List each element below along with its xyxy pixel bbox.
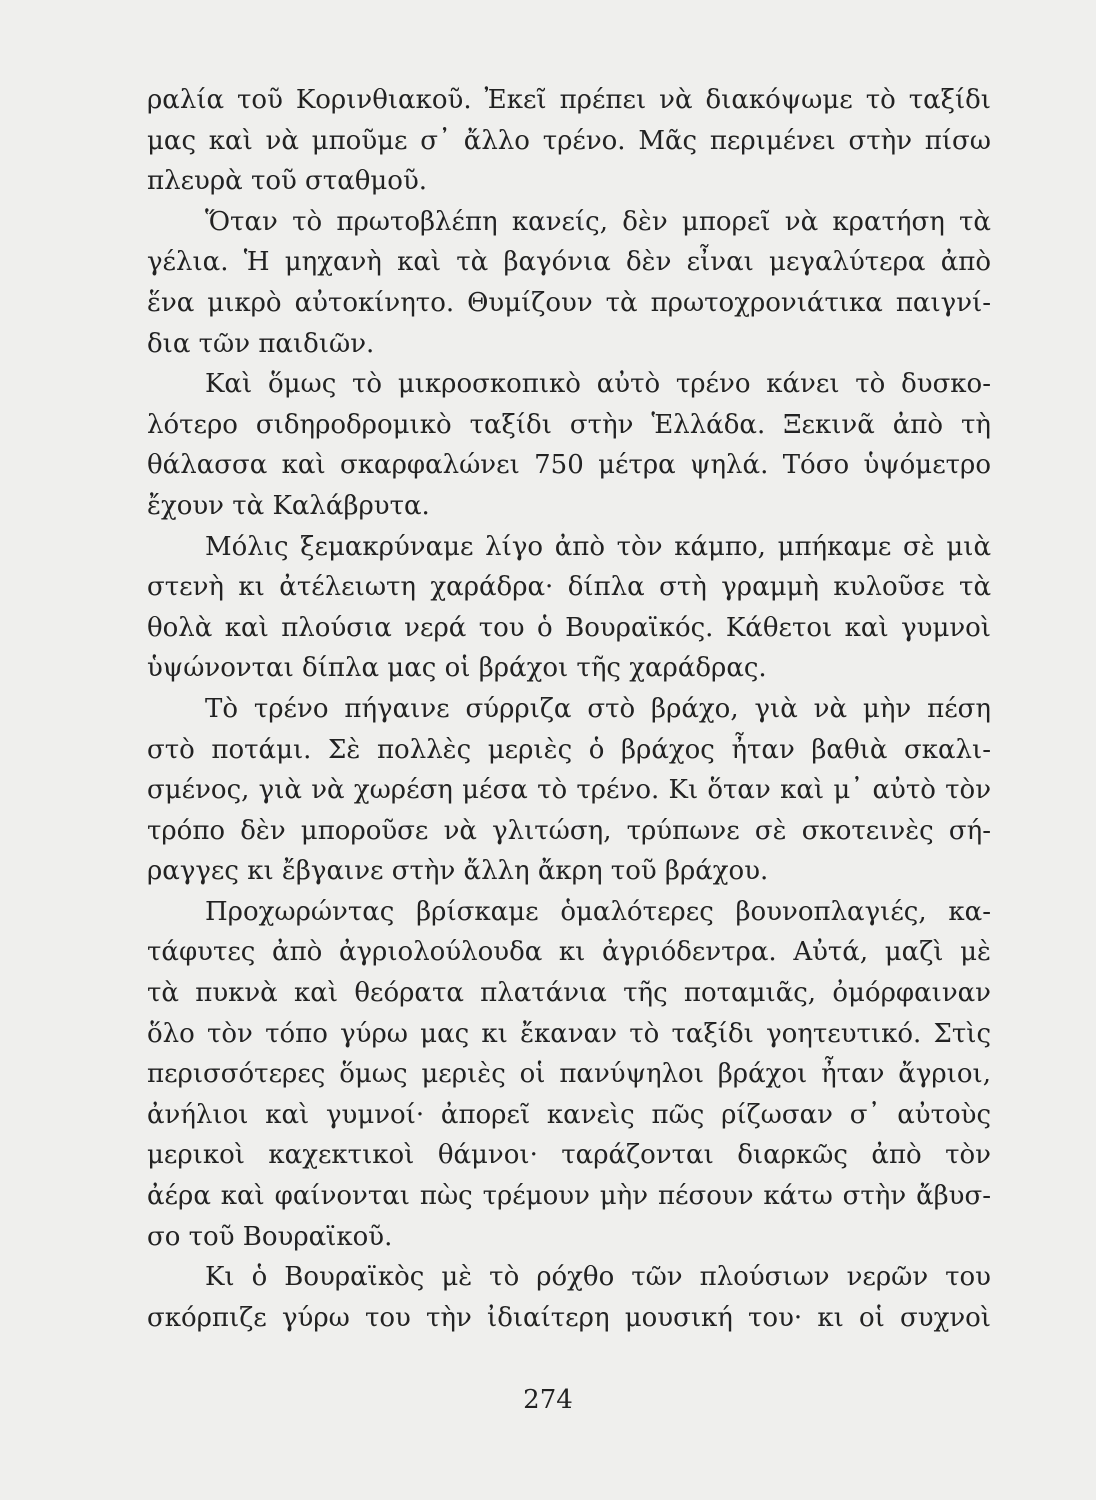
- page-number: 274: [523, 1385, 573, 1415]
- text-line: θάλασσα καὶ σκαρφαλώνει 750 μέτρα ψηλά. Τόσο ὑψόμετρο: [147, 450, 991, 481]
- text-line: γέλια. Ἡ μηχανὴ καὶ τὰ βαγόνια δὲν εἶναι μεγαλύτερα ἀπὸ: [147, 247, 991, 278]
- text-line: ἀνήλιοι καὶ γυμνοί· ἀπορεῖ κανεὶς πῶς ρίζωσαν σ᾽ αὐτοὺς: [147, 1099, 991, 1130]
- text-line: Τὸ τρένο πήγαινε σύρριζα στὸ βράχο, γιὰ νὰ μὴν πέση: [205, 693, 991, 724]
- text-line: Μόλις ξεμακρύναμε λίγο ἀπὸ τὸν κάμπο, μπήκαμε σὲ μιὰ: [205, 531, 991, 562]
- text-line: ὑψώνονται δίπλα μας οἱ βράχοι τῆς χαράδρας.: [147, 653, 767, 684]
- text-line: δια τῶν παιδιῶν.: [147, 328, 375, 359]
- text-line: περισσότερες ὅμως μεριὲς οἱ πανύψηλοι βράχοι ἦταν ἄγριοι,: [147, 1059, 991, 1090]
- text-line: ἔχουν τὰ Καλάβρυτα.: [147, 490, 430, 521]
- body-text: [147, 80, 991, 1338]
- text-line: ραγγες κι ἔβγαινε στὴν ἄλλη ἄκρη τοῦ βράχου.: [147, 856, 769, 887]
- text-line: τὰ πυκνὰ καὶ θεόρατα πλατάνια τῆς ποταμιᾶς, ὀμόρφαιναν: [147, 978, 991, 1009]
- text-line: τρόπο δὲν μποροῦσε νὰ γλιτώση, τρύπωνε σὲ σκοτεινὲς σή-: [147, 815, 991, 846]
- text-line: σκόρπιζε γύρω του τὴν ἰδιαίτερη μουσική του· κι οἱ συχνοὶ: [147, 1302, 991, 1333]
- text-line: λότερο σιδηροδρομικὸ ταξίδι στὴν Ἑλλάδα. Ξεκινᾶ ἀπὸ τὴ: [147, 409, 991, 440]
- text-line: ἀέρα καὶ φαίνονται πὼς τρέμουν μὴν πέσουν κάτω στὴν ἄβυσ-: [147, 1181, 991, 1212]
- text-line: θολὰ καὶ πλούσια νερά του ὁ Βουραϊκός. Κάθετοι καὶ γυμνοὶ: [147, 612, 991, 643]
- text-line: στενὴ κι ἀτέλειωτη χαράδρα· δίπλα στὴ γραμμὴ κυλοῦσε τὰ: [147, 572, 991, 603]
- text-line: ὅλο τὸν τόπο γύρω μας κι ἔκαναν τὸ ταξίδι γοητευτικό. Στὶς: [147, 1018, 991, 1049]
- text-line: ἕνα μικρὸ αὐτοκίνητο. Θυμίζουν τὰ πρωτοχρονιάτικα παιγνί-: [147, 287, 991, 318]
- text-line: Ὅταν τὸ πρωτοβλέπη κανείς, δὲν μπορεῖ νὰ κρατήση τὰ: [205, 206, 991, 237]
- text-line: ραλία τοῦ Κορινθιακοῦ. Ἐκεῖ πρέπει νὰ διακόψωμε τὸ ταξίδι: [147, 85, 991, 115]
- text-line: τάφυτες ἀπὸ ἀγριολούλουδα κι ἀγριόδεντρα. Αὐτά, μαζὶ μὲ: [147, 937, 991, 968]
- text-line: σο τοῦ Βουραϊκοῦ.: [147, 1221, 393, 1252]
- text-line: πλευρὰ τοῦ σταθμοῦ.: [147, 166, 428, 197]
- text-line: σμένος, γιὰ νὰ χωρέση μέσα τὸ τρένο. Κι ὅταν καὶ μ᾽ αὐτὸ τὸν: [147, 775, 991, 806]
- text-line: μερικοὶ καχεκτικοὶ θάμνοι· ταράζονται διαρκῶς ἀπὸ τὸν: [147, 1140, 991, 1171]
- text-line: Κι ὁ Βουραϊκὸς μὲ τὸ ρόχθο τῶν πλούσιων νερῶν του: [205, 1262, 991, 1293]
- text-line: Προχωρώντας βρίσκαμε ὁμαλότερες βουνοπλαγιές, κα-: [205, 896, 991, 927]
- text-line: μας καὶ νὰ μποῦμε σ᾽ ἄλλο τρένο. Μᾶς περιμένει στὴν πίσω: [147, 125, 991, 156]
- text-line: στὸ ποτάμι. Σὲ πολλὲς μεριὲς ὁ βράχος ἦταν βαθιὰ σκαλι-: [147, 734, 991, 765]
- text-line: Καὶ ὅμως τὸ μικροσκοπικὸ αὐτὸ τρένο κάνει τὸ δυσκο-: [205, 369, 991, 400]
